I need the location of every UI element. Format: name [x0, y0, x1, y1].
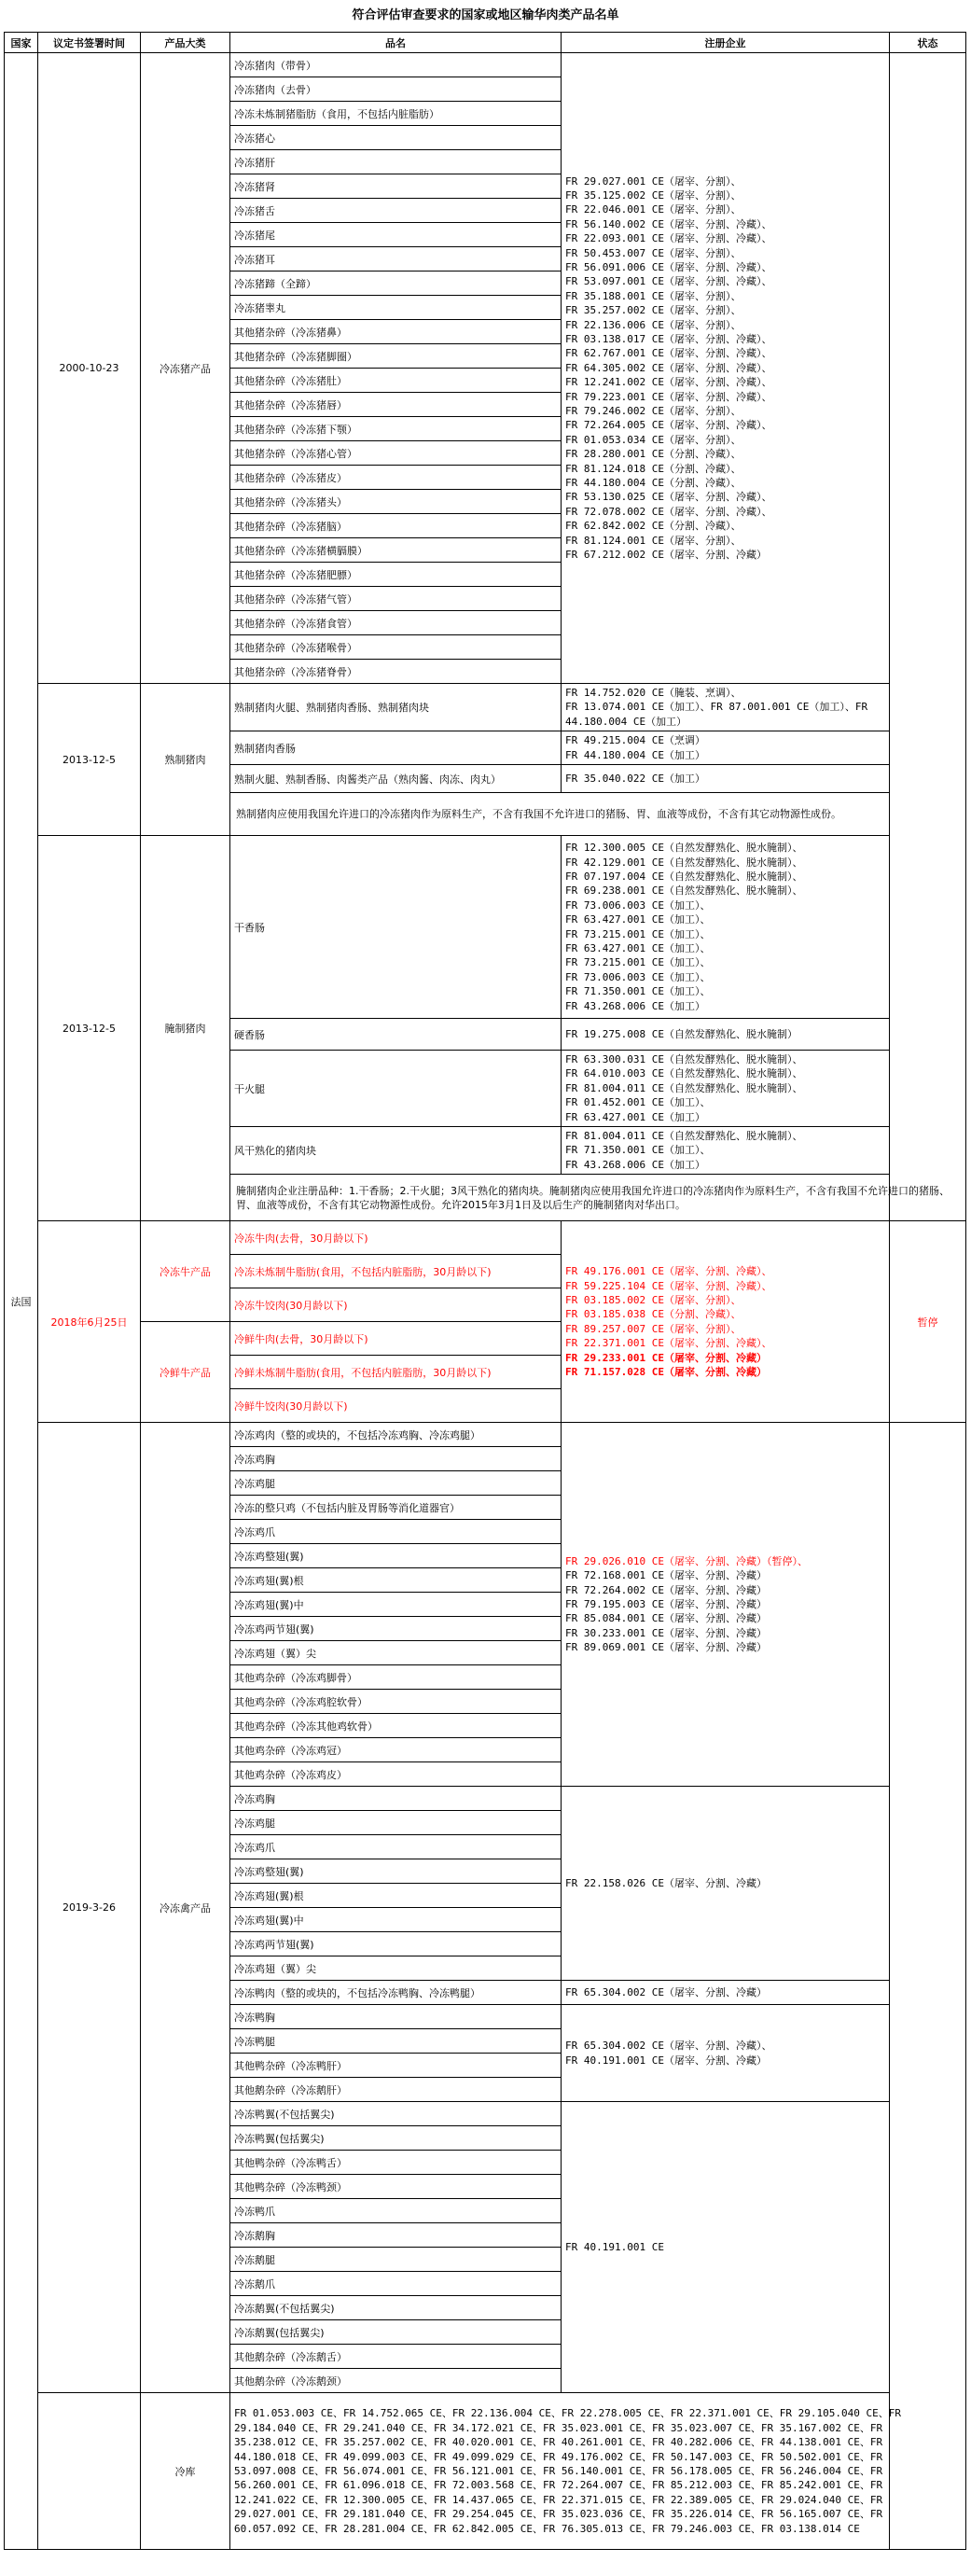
product-name: 其他猪杂碎（冷冻猪下颚） — [230, 417, 562, 441]
enterprise-list — [562, 2005, 890, 2102]
product-name: 冷冻鸡两节翅(翼) — [230, 1617, 562, 1641]
header-category: 产品大类 — [141, 33, 230, 53]
country-cell: 法国 — [5, 53, 38, 2550]
enterprise-line: 44.180.018 CE、FR 49.099.003 CE、FR 49.099.029 CE、FR 49.176.002 CE、FR 50.147.003 CE、FR 50.502.001 CE、FR — [234, 2450, 883, 2463]
product-name: 冷冻鸡翅(翼)中 — [230, 1908, 562, 1932]
enterprise-line: FR 28.280.001 CE（分割、冷藏）、 — [565, 448, 742, 461]
table-row — [5, 684, 966, 731]
product-name: 冷冻的整只鸡（不包括内脏及胃肠等消化道器官） — [230, 1496, 562, 1520]
enterprise-line: FR 62.767.001 CE（屠宰、分割、冷藏）、 — [565, 347, 772, 360]
product-name: 其他鸭杂碎（冷冻鸭舌） — [230, 2151, 562, 2175]
product-name: 其他鸡杂碎（冷冻鸡脚骨） — [230, 1665, 562, 1690]
enterprise-line: 29.027.001 CE、FR 29.181.040 CE、FR 29.254.045 CE、FR 35.023.036 CE、FR 35.226.014 CE、FR 56.165.007 CE、FR — [234, 2508, 883, 2521]
enterprise-line: FR 62.842.002 CE（分割、冷藏）、 — [565, 520, 742, 533]
enterprise-line: FR 14.752.020 CE（腌装、烹调）、 — [565, 687, 742, 699]
enterprise-line: FR 22.093.001 CE（屠宰、分割、冷藏）、 — [565, 232, 772, 245]
product-category: 冷鲜牛产品 — [141, 1322, 230, 1423]
product-name: 其他猪杂碎（冷冻猪脊骨） — [230, 660, 562, 684]
product-name: 冷冻鸡胸 — [230, 1787, 562, 1811]
enterprise-line: FR 03.185.038 CE（分割、冷藏）、 — [565, 1308, 742, 1321]
product-name: 冷鲜牛肉(去骨，30月龄以下) — [230, 1322, 562, 1356]
enterprise-line: FR 65.304.002 CE（屠宰、分割、冷藏） — [565, 1986, 767, 1999]
enterprise-line: FR 40.191.001 CE — [565, 2241, 664, 2254]
product-category: 熟制猪肉 — [141, 684, 230, 836]
table-header — [5, 33, 966, 53]
product-name: 其他猪杂碎（冷冻猪脚圈） — [230, 344, 562, 369]
enterprise-line: FR 63.300.031 CE（自然发酵熟化、脱水腌制）、 — [565, 1053, 803, 1066]
enterprise-line: FR 01.452.001 CE（加工）、 — [565, 1096, 711, 1109]
table-row — [5, 53, 966, 77]
enterprise-line: FR 01.053.034 CE（屠宰、分割）、 — [565, 433, 742, 446]
product-name: 其他猪杂碎（冷冻猪头） — [230, 490, 562, 514]
enterprise-line: FR 63.427.001 CE（加工） — [565, 1110, 705, 1123]
enterprise-list — [562, 1051, 890, 1127]
product-name: 冷冻猪尾 — [230, 223, 562, 247]
enterprise-line: FR 03.185.002 CE（屠宰、分割）、 — [565, 1293, 742, 1306]
enterprise-line: FR 22.046.001 CE（屠宰、分割）、 — [565, 203, 742, 216]
product-category: 冷冻牛产品 — [141, 1221, 230, 1322]
enterprise-list — [562, 765, 890, 793]
enterprise-list — [562, 1127, 890, 1175]
enterprise-line: FR 81.124.018 CE（分割、冷藏）、 — [565, 462, 742, 475]
header-protocol-date: 议定书签署时间 — [38, 33, 141, 53]
product-name: 熟制猪肉火腿、熟制猪肉香肠、熟制猪肉块 — [230, 684, 562, 731]
product-name: 冷冻鸭翼(包括翼尖) — [230, 2126, 562, 2151]
enterprise-line: FR 40.191.001 CE（屠宰、分割、冷藏） — [565, 2054, 767, 2067]
product-name: 冷冻鹅腿 — [230, 2248, 562, 2272]
enterprise-line: FR 13.074.001 CE（加工）、FR 87.001.001 CE（加工）、FR — [565, 701, 868, 714]
product-name: 冷冻鸭肉（整的或块的，不包括冷冻鸭胸、冷冻鸭腿） — [230, 1981, 562, 2005]
enterprise-line: FR 79.246.002 CE（屠宰、分割）、 — [565, 405, 742, 418]
product-category: 冷冻猪产品 — [141, 53, 230, 684]
enterprise-line: FR 81.004.011 CE（自然发酵熟化、脱水腌制）、 — [565, 1081, 803, 1094]
protocol-date: 2018年6月25日 — [38, 1221, 141, 1423]
header-product-name: 品名 — [230, 33, 562, 53]
enterprise-line: FR 35.125.002 CE（屠宰、分割）、 — [565, 188, 742, 202]
product-name: 冷冻鸡腿 — [230, 1811, 562, 1835]
product-name: 其他鸭杂碎（冷冻鸭颈） — [230, 2175, 562, 2199]
enterprise-line: FR 35.040.022 CE（加工） — [565, 772, 705, 785]
enterprise-line: FR 72.078.002 CE（屠宰、分割、冷藏）、 — [565, 505, 772, 518]
enterprise-line: FR 49.176.001 CE（屠宰、分割、冷藏）、 — [565, 1265, 772, 1278]
product-name: 冷冻未炼制牛脂肪(食用，不包括内脏脂肪，30月龄以下) — [230, 1255, 562, 1288]
enterprise-line: FR 79.223.001 CE（屠宰、分割、冷藏）、 — [565, 390, 772, 403]
enterprise-line: FR 63.427.001 CE（加工）、 — [565, 913, 711, 926]
enterprise-line: FR 73.215.001 CE（加工）、 — [565, 956, 711, 969]
product-name: 冷冻猪蹄（全蹄） — [230, 272, 562, 296]
enterprise-line: 60.057.092 CE、FR 28.281.004 CE、FR 62.842.005 CE、FR 76.305.013 CE、FR 79.246.003 CE、FR 03.138.014 CE — [234, 2522, 860, 2535]
enterprise-line: FR 63.427.001 CE（加工）、 — [565, 941, 711, 954]
enterprise-line: FR 53.130.025 CE（屠宰、分割、冷藏）、 — [565, 491, 772, 504]
enterprise-list — [230, 2393, 966, 2550]
enterprise-list — [562, 1221, 890, 1423]
product-name: 冷冻鹅翼(不包括翼尖) — [230, 2296, 562, 2320]
product-name: 其他猪杂碎（冷冻猪鼻） — [230, 320, 562, 344]
enterprise-line: FR 35.257.002 CE（屠宰、分割）、 — [565, 304, 742, 317]
enterprise-line: FR 30.233.001 CE（屠宰、分割、冷藏） — [565, 1626, 767, 1639]
header-enterprise: 注册企业 — [562, 33, 890, 53]
product-category: 腌制猪肉 — [141, 836, 230, 1221]
enterprise-line: FR 07.197.004 CE（自然发酵熟化、脱水腌制）、 — [565, 870, 803, 883]
table-row — [5, 1423, 966, 1447]
enterprise-line: 53.097.008 CE、FR 56.074.001 CE、FR 56.121.001 CE、FR 56.140.001 CE、FR 56.178.005 CE、FR 56.246.004 CE、FR — [234, 2465, 883, 2478]
note-cell: 熟制猪肉应使用我国允许进口的冷冻猪肉作为原料生产，不含有我国不允许进口的猪肠、胃、血液等成份，不含有其它动物源性成份。 — [230, 793, 966, 836]
enterprise-list — [562, 1981, 890, 2005]
enterprise-line: FR 59.225.104 CE（屠宰、分割、冷藏）、 — [565, 1279, 772, 1292]
header-country: 国家 — [5, 33, 38, 53]
enterprise-line: FR 64.305.002 CE（屠宰、分割、冷藏）、 — [565, 361, 772, 374]
enterprise-line: FR 35.188.001 CE（屠宰、分割）、 — [565, 289, 742, 302]
enterprise-list — [562, 836, 890, 1019]
product-name: 冷鲜未炼制牛脂肪(食用，不包括内脏脂肪，30月龄以下) — [230, 1356, 562, 1389]
enterprise-line: 12.241.022 CE、FR 12.300.005 CE、FR 14.437.065 CE、FR 22.371.015 CE、FR 22.389.005 CE、FR 29.024.040 CE、FR — [234, 2493, 883, 2506]
protocol-date: 2013-12-5 — [38, 836, 141, 1221]
product-name: 冷冻鸡肉（整的或块的，不包括冷冻鸡胸、冷冻鸡腿） — [230, 1423, 562, 1447]
product-name: 冷鲜牛饺肉(30月龄以下) — [230, 1389, 562, 1423]
enterprise-line: FR 19.275.008 CE（自然发酵熟化、脱水腌制） — [565, 1027, 798, 1040]
product-name: 冷冻鸡翅(翼)根 — [230, 1568, 562, 1593]
product-name: 其他鸡杂碎（冷冻鸡冠） — [230, 1738, 562, 1762]
enterprise-line: FR 56.140.002 CE（屠宰、分割、冷藏）、 — [565, 217, 772, 230]
product-name: 冷冻鸡整翅(翼) — [230, 1544, 562, 1568]
product-name: 其他鸡杂碎（冷冻鸡皮） — [230, 1762, 562, 1787]
enterprise-list — [562, 1019, 890, 1051]
enterprise-line: FR 72.168.001 CE（屠宰、分割、冷藏） — [565, 1569, 767, 1582]
enterprise-line: FR 73.006.003 CE（加工）、 — [565, 970, 711, 983]
enterprise-line: FR 22.158.026 CE（屠宰、分割、冷藏） — [565, 1877, 767, 1890]
product-name: 硬香肠 — [230, 1019, 562, 1051]
protocol-date: 2000-10-23 — [38, 53, 141, 684]
protocol-date: 2013-12-5 — [38, 684, 141, 836]
product-name: 冷冻猪睾丸 — [230, 296, 562, 320]
enterprise-line: FR 65.304.002 CE（屠宰、分割、冷藏）、 — [565, 2040, 772, 2053]
enterprise-list — [562, 1423, 890, 1787]
enterprise-line: FR 03.138.017 CE（屠宰、分割、冷藏）、 — [565, 332, 772, 345]
product-name: 风干熟化的猪肉块 — [230, 1127, 562, 1175]
product-name: 冷冻猪肾 — [230, 174, 562, 199]
enterprise-line: FR 81.004.011 CE（自然发酵熟化、脱水腌制）、 — [565, 1130, 803, 1143]
enterprise-line: FR 42.129.001 CE（自然发酵熟化、脱水腌制）、 — [565, 856, 803, 869]
enterprise-list — [562, 1787, 890, 1981]
status-cell — [890, 53, 966, 1221]
product-name: 其他猪杂碎（冷冻猪横膈膜） — [230, 538, 562, 563]
product-name: 其他鹅杂碎（冷冻鹅肝） — [230, 2078, 562, 2102]
enterprise-line: FR 64.010.003 CE（自然发酵熟化、脱水腌制）、 — [565, 1067, 803, 1080]
protocol-date: 2019-3-26 — [38, 1423, 141, 2393]
enterprise-line: FR 73.006.003 CE（加工）、 — [565, 898, 711, 912]
product-name: 其他鸡杂碎（冷冻鸡腔软骨） — [230, 1690, 562, 1714]
product-name: 冷冻猪耳 — [230, 247, 562, 272]
enterprise-line: FR 73.215.001 CE（加工）、 — [565, 927, 711, 940]
enterprise-line: 29.184.040 CE、FR 29.241.040 CE、FR 34.172.021 CE、FR 35.023.001 CE、FR 35.023.007 CE、FR 35.167.002 CE、FR — [234, 2421, 883, 2434]
product-name: 冷冻鹅胸 — [230, 2223, 562, 2248]
product-name: 其他猪杂碎（冷冻猪喉骨） — [230, 635, 562, 660]
product-name: 冷冻未炼制猪脂肪（食用，不包括内脏脂肪） — [230, 102, 562, 126]
product-name: 冷冻鸡两节翅(翼) — [230, 1932, 562, 1956]
enterprise-line: FR 49.215.004 CE（烹调） — [565, 734, 705, 747]
product-name: 冷冻鸡翅(翼)中 — [230, 1593, 562, 1617]
product-name: 其他猪杂碎（冷冻猪肥膘） — [230, 563, 562, 587]
enterprise-list — [562, 53, 890, 684]
enterprise-line: FR 50.453.007 CE（屠宰、分割）、 — [565, 246, 742, 259]
enterprise-line: FR 22.136.006 CE（屠宰、分割）、 — [565, 318, 742, 331]
header-status: 状态 — [890, 33, 966, 53]
product-name: 熟制猪肉香肠 — [230, 731, 562, 765]
product-name: 冷冻鸭爪 — [230, 2199, 562, 2223]
product-table — [4, 32, 966, 2550]
product-name: 其他猪杂碎（冷冻猪肚） — [230, 369, 562, 393]
note-cell: 腌制猪肉企业注册品种：1.干香肠；2.干火腿；3风干熟化的猪肉块。腌制猪肉应使用我国允许进口的冷冻猪肉作为原料生产，不含有我国不允许进口的猪肠、胃、血液等成份，不含有其它动物源性成份。允许2015年3月1日及以后生产的腌制猪肉对华出口。 — [230, 1175, 966, 1221]
enterprise-line: FR 71.350.001 CE（加工）、 — [565, 1144, 711, 1157]
product-name: 其他鸭杂碎（冷冻鸭肝） — [230, 2054, 562, 2078]
product-name: 冷冻牛肉(去骨，30月龄以下) — [230, 1221, 562, 1255]
enterprise-line: FR 81.124.001 CE（屠宰、分割）、 — [565, 534, 742, 547]
enterprise-line: 35.238.012 CE、FR 35.257.002 CE、FR 40.020.001 CE、FR 40.261.001 CE、FR 40.282.006 CE、FR 44.138.001 CE、FR — [234, 2436, 883, 2449]
product-name: 冷冻鸭腿 — [230, 2029, 562, 2054]
enterprise-line: FR 22.371.001 CE（屠宰、分割、冷藏）、 — [565, 1337, 772, 1350]
product-name: 其他猪杂碎（冷冻猪唇） — [230, 393, 562, 417]
product-category: 冷冻禽产品 — [141, 1423, 230, 2393]
enterprise-line: FR 43.268.006 CE（加工） — [565, 1158, 705, 1171]
enterprise-line: FR 89.069.001 CE（屠宰、分割、冷藏） — [565, 1641, 767, 1654]
table-row — [5, 1221, 966, 1255]
product-name: 熟制火腿、熟制香肠、肉酱类产品（熟肉酱、肉冻、肉丸） — [230, 765, 562, 793]
table-row — [5, 836, 966, 1019]
enterprise-line: FR 29.027.001 CE（屠宰、分割）、 — [565, 174, 742, 188]
product-name: 冷冻猪心 — [230, 126, 562, 150]
product-name: 冷冻鸡爪 — [230, 1520, 562, 1544]
product-name: 冷冻鸭翼(不包括翼尖) — [230, 2102, 562, 2126]
status-cell — [890, 1423, 966, 2550]
enterprise-line: FR 44.180.004 CE（分割、冷藏）、 — [565, 477, 742, 490]
enterprise-line: FR 69.238.001 CE（自然发酵熟化、脱水腌制）、 — [565, 884, 803, 898]
enterprise-line: 56.260.001 CE、FR 61.096.018 CE、FR 72.003.568 CE、FR 72.264.007 CE、FR 85.212.003 CE、FR 85.242.001 CE、FR — [234, 2479, 883, 2492]
blank-cell — [38, 2393, 141, 2550]
product-name: 其他鸡杂碎（冷冻其他鸡软骨） — [230, 1714, 562, 1738]
product-category: 冷库 — [141, 2393, 230, 2550]
product-name: 冷冻猪肉（带骨） — [230, 53, 562, 77]
enterprise-line: FR 12.241.002 CE（屠宰、分割、冷藏）、 — [565, 376, 772, 389]
product-name: 冷冻猪舌 — [230, 199, 562, 223]
product-name: 其他猪杂碎（冷冻猪食管） — [230, 611, 562, 635]
enterprise-line: FR 85.084.001 CE（屠宰、分割、冷藏） — [565, 1612, 767, 1625]
product-name: 冷冻鸡爪 — [230, 1835, 562, 1859]
product-name: 其他猪杂碎（冷冻猪心管） — [230, 441, 562, 466]
product-name: 冷冻猪肉（去骨） — [230, 77, 562, 102]
enterprise-line: FR 79.195.003 CE（屠宰、分割、冷藏） — [565, 1598, 767, 1611]
product-name: 其他鹅杂碎（冷冻鹅颈） — [230, 2369, 562, 2393]
status-badge: 暂停 — [890, 1221, 966, 1423]
enterprise-line: FR 53.097.001 CE（屠宰、分割、冷藏）、 — [565, 275, 772, 288]
product-name: 冷冻鸡腿 — [230, 1471, 562, 1496]
enterprise-list — [562, 2102, 890, 2393]
enterprise-line: FR 89.257.007 CE（屠宰、分割）、 — [565, 1322, 742, 1335]
table-row — [5, 2393, 966, 2550]
product-name: 其他猪杂碎（冷冻猪皮） — [230, 466, 562, 490]
product-name: 冷冻鸭胸 — [230, 2005, 562, 2029]
enterprise-line: FR 12.300.005 CE（自然发酵熟化、脱水腌制）、 — [565, 842, 803, 855]
product-name: 冷冻鸡翅（翼）尖 — [230, 1956, 562, 1981]
enterprise-line: FR 56.091.006 CE（屠宰、分割、冷藏）、 — [565, 260, 772, 273]
enterprise-line: FR 44.180.004 CE（加工） — [565, 748, 705, 761]
product-name: 冷冻鸡胸 — [230, 1447, 562, 1471]
product-name: 冷冻鸡整翅(翼) — [230, 1859, 562, 1884]
product-name: 冷冻鸡翅（翼）尖 — [230, 1641, 562, 1665]
enterprise-line: FR 71.157.028 CE（屠宰、分割、冷藏） — [565, 1366, 767, 1378]
enterprise-line: FR 01.053.003 CE、FR 14.752.065 CE、FR 22.136.004 CE、FR 22.278.005 CE、FR 22.371.001 CE、FR 29.105.040 CE、FR — [234, 2407, 902, 2420]
product-name: 冷冻鹅爪 — [230, 2272, 562, 2296]
enterprise-line: FR 29.026.010 CE（屠宰、分割、冷藏）（暂停）、 — [565, 1554, 808, 1567]
product-name: 其他猪杂碎（冷冻猪气管） — [230, 587, 562, 611]
enterprise-line: FR 29.233.001 CE（屠宰、分割、冷藏） — [565, 1351, 767, 1364]
product-name: 冷冻鸡翅(翼)根 — [230, 1884, 562, 1908]
enterprise-line: FR 71.350.001 CE（加工）、 — [565, 985, 711, 998]
enterprise-line: 44.180.004 CE（加工） — [565, 715, 687, 728]
enterprise-line: FR 72.264.005 CE（屠宰、分割、冷藏）、 — [565, 419, 772, 432]
enterprise-line: FR 67.212.002 CE（屠宰、分割、冷藏） — [565, 549, 767, 562]
product-name: 冷冻牛饺肉(30月龄以下) — [230, 1288, 562, 1322]
product-name: 干火腿 — [230, 1051, 562, 1127]
product-name: 冷冻猪肝 — [230, 150, 562, 174]
enterprise-list — [562, 731, 890, 765]
page-title: 符合评估审查要求的国家或地区输华肉类产品名单 — [352, 8, 619, 22]
enterprise-line: FR 43.268.006 CE（加工） — [565, 999, 705, 1012]
product-name: 冷冻鹅翼(包括翼尖) — [230, 2320, 562, 2345]
product-name: 干香肠 — [230, 836, 562, 1019]
enterprise-line: FR 72.264.002 CE（屠宰、分割、冷藏） — [565, 1583, 767, 1596]
enterprise-list — [562, 684, 890, 731]
product-name: 其他猪杂碎（冷冻猪脑） — [230, 514, 562, 538]
product-name: 其他鹅杂碎（冷冻鹅舌） — [230, 2345, 562, 2369]
